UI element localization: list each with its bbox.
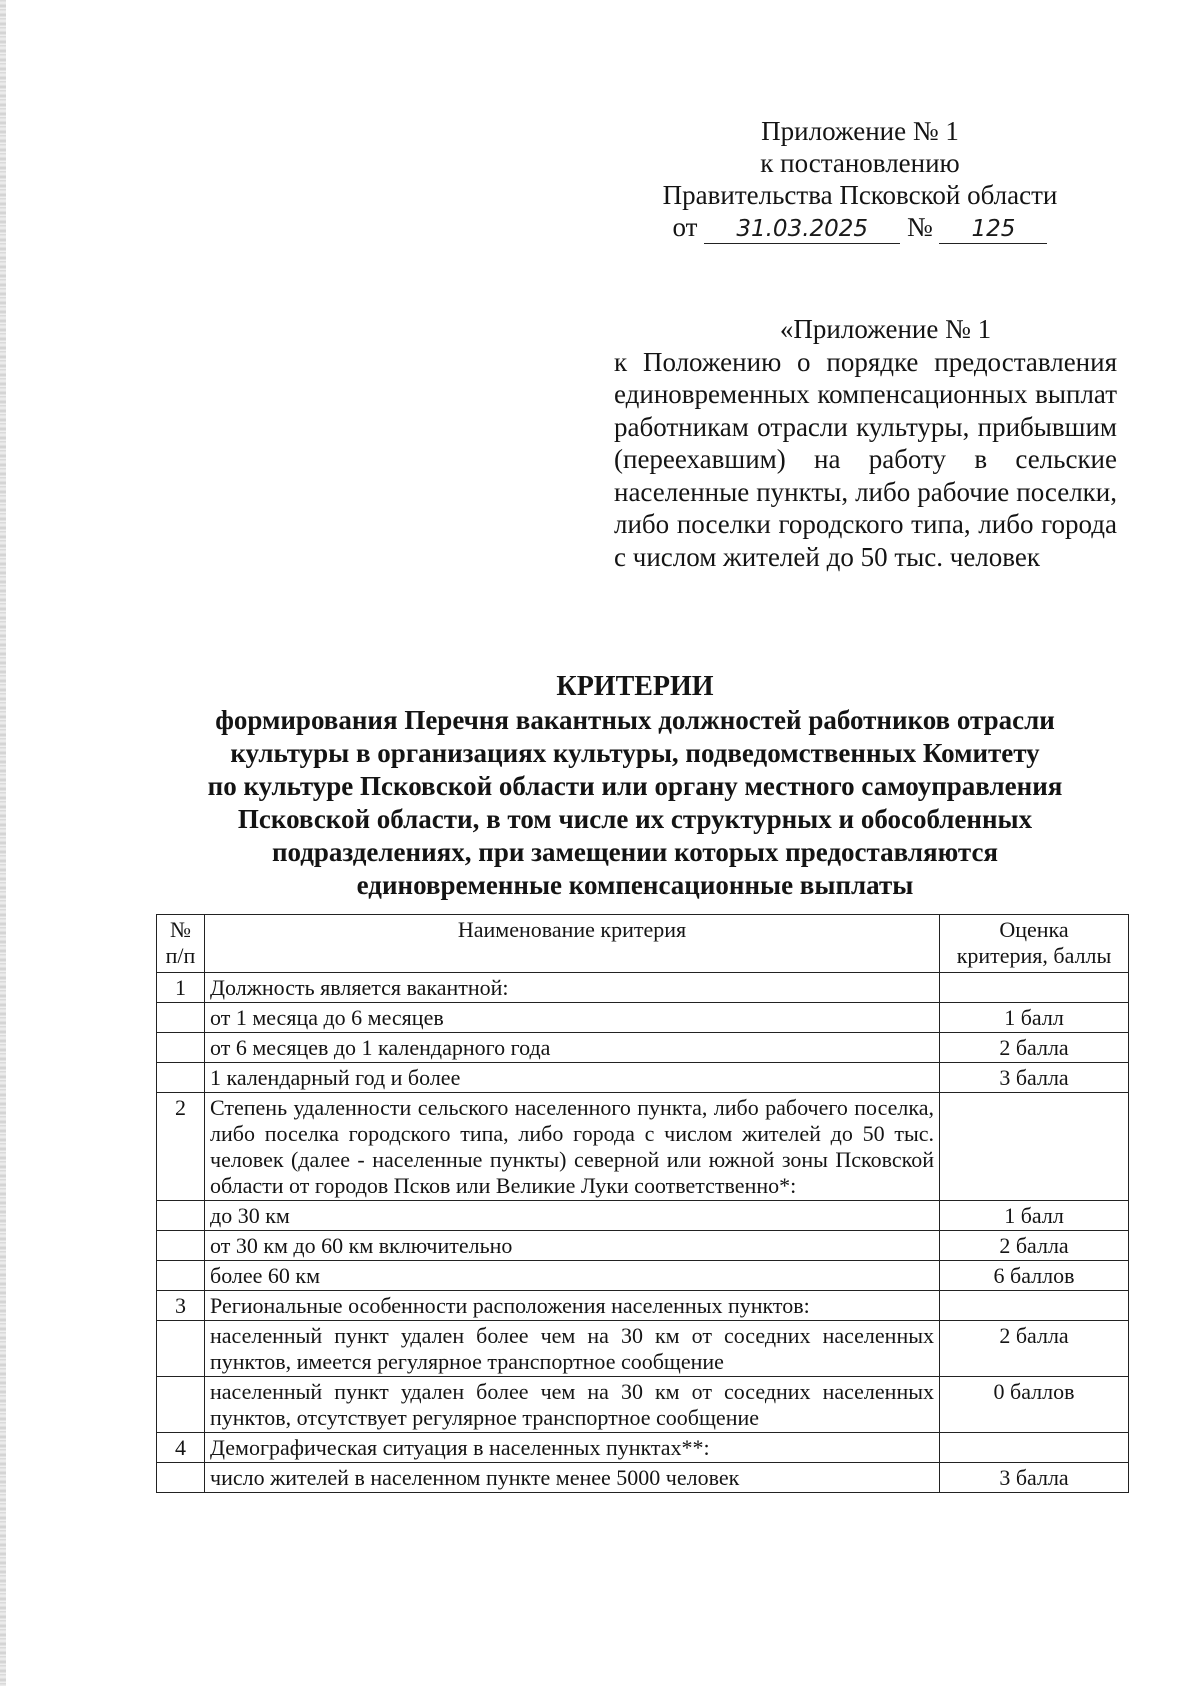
row-score bbox=[940, 1433, 1129, 1463]
row-number bbox=[157, 1377, 205, 1433]
row-number: 2 bbox=[157, 1093, 205, 1201]
table-header-row bbox=[157, 915, 1129, 973]
header-num bbox=[157, 915, 205, 973]
criteria-subtitle-line: формирования Перечня вакантных должностей работников отрасли bbox=[215, 705, 1055, 735]
table-row bbox=[157, 973, 1129, 1003]
criteria-subtitle-line: Псковской области, в том числе их структурных и обособленных bbox=[237, 804, 1033, 834]
row-number: 4 bbox=[157, 1433, 205, 1463]
header-name-text: Наименование критерия bbox=[457, 917, 687, 942]
header-to-resolution: к постановлению bbox=[760, 148, 960, 178]
row-criterion: более 60 км bbox=[205, 1261, 940, 1291]
row-criterion: Демографическая ситуация в населенных пунктах**: bbox=[205, 1433, 940, 1463]
header-score-line2: критерия, баллы bbox=[956, 943, 1112, 968]
row-number bbox=[157, 1463, 205, 1493]
criteria-table bbox=[156, 914, 1129, 1493]
row-criterion: Степень удаленности сельского населенного пункта, либо рабочего поселка, либо поселка городского типа, либо города с числом жителей до 50 тыс. человек (далее - населенные пункты) северной или южной зоны Псковской области от городов Псков или Великие Луки соответственно*: bbox=[205, 1093, 940, 1201]
row-number: 1 bbox=[157, 973, 205, 1003]
header-government: Правительства Псковской области bbox=[662, 180, 1058, 210]
header-num-line1: № bbox=[170, 917, 191, 942]
header-score-line1: Оценка bbox=[999, 917, 1069, 942]
header-date-line bbox=[640, 211, 1080, 244]
criteria-subtitle-line: культуры в организациях культуры, подведомственных Комитету bbox=[230, 738, 1040, 768]
scan-edge-artifact bbox=[0, 0, 6, 1686]
row-criterion: от 1 месяца до 6 месяцев bbox=[205, 1003, 940, 1033]
row-score: 2 балла bbox=[940, 1231, 1129, 1261]
row-score: 2 балла bbox=[940, 1033, 1129, 1063]
row-score bbox=[940, 1093, 1129, 1201]
criteria-subtitle-line: единовременные компенсационные выплаты bbox=[356, 870, 914, 900]
appendix-title: «Приложение № 1 bbox=[779, 314, 992, 344]
table-row bbox=[157, 1231, 1129, 1261]
row-score bbox=[940, 973, 1129, 1003]
handwritten-date: 31.03.2025 bbox=[704, 215, 900, 244]
row-score: 1 балл bbox=[940, 1201, 1129, 1231]
row-score: 1 балл bbox=[940, 1003, 1129, 1033]
table-row bbox=[157, 1377, 1129, 1433]
criteria-subtitle-line: подразделениях, при замещении которых предоставляются bbox=[271, 837, 999, 867]
table-row bbox=[157, 1463, 1129, 1493]
row-score: 3 балла bbox=[940, 1463, 1129, 1493]
number-prefix: № bbox=[906, 212, 933, 242]
row-score: 3 балла bbox=[940, 1063, 1129, 1093]
criteria-heading: КРИТЕРИИ bbox=[556, 671, 714, 702]
row-criterion: число жителей в населенном пункте менее 5000 человек bbox=[205, 1463, 940, 1493]
appendix-body: к Положению о порядке предоставления единовременных компенсационных выплат работникам отрасли культуры, прибывшим (переехавшим) на работу в сельские населенные пункты, либо рабочие поселки, либо поселки городского типа, либо города с числом жителей до 50 тыс. человек bbox=[614, 346, 1117, 572]
criteria-title-block bbox=[170, 670, 1100, 902]
row-number bbox=[157, 1231, 205, 1261]
table-row bbox=[157, 1033, 1129, 1063]
row-criterion: населенный пункт удален более чем на 30 км от соседних населенных пунктов, имеется регулярное транспортное сообщение bbox=[205, 1321, 940, 1377]
row-score bbox=[940, 1291, 1129, 1321]
row-number bbox=[157, 1321, 205, 1377]
table-row bbox=[157, 1201, 1129, 1231]
header-score bbox=[940, 915, 1129, 973]
header-num-line2: п/п bbox=[165, 943, 196, 968]
row-criterion: населенный пункт удален более чем на 30 км от соседних населенных пунктов, отсутствует регулярное транспортное сообщение bbox=[205, 1377, 940, 1433]
table-row bbox=[157, 1433, 1129, 1463]
table-row bbox=[157, 1261, 1129, 1291]
table-row bbox=[157, 1321, 1129, 1377]
row-criterion: от 6 месяцев до 1 календарного года bbox=[205, 1033, 940, 1063]
row-score: 2 балла bbox=[940, 1321, 1129, 1377]
table-row bbox=[157, 1063, 1129, 1093]
row-number bbox=[157, 1033, 205, 1063]
row-criterion: Региональные особенности расположения населенных пунктов: bbox=[205, 1291, 940, 1321]
appendix-reference bbox=[614, 313, 1117, 573]
row-criterion: 1 календарный год и более bbox=[205, 1063, 940, 1093]
row-number bbox=[157, 1201, 205, 1231]
header-name bbox=[205, 915, 940, 973]
row-criterion: Должность является вакантной: bbox=[205, 973, 940, 1003]
header-appendix-number: Приложение № 1 bbox=[761, 116, 959, 146]
row-number: 3 bbox=[157, 1291, 205, 1321]
handwritten-number: 125 bbox=[939, 215, 1047, 244]
date-prefix: от bbox=[672, 212, 698, 242]
table-row bbox=[157, 1003, 1129, 1033]
row-criterion: до 30 км bbox=[205, 1201, 940, 1231]
resolution-header bbox=[640, 115, 1080, 244]
criteria-subtitle-line: по культуре Псковской области или органу местного самоуправления bbox=[207, 771, 1063, 801]
table-row bbox=[157, 1291, 1129, 1321]
row-score: 0 баллов bbox=[940, 1377, 1129, 1433]
table-row bbox=[157, 1093, 1129, 1201]
row-number bbox=[157, 1003, 205, 1033]
row-number bbox=[157, 1063, 205, 1093]
row-score: 6 баллов bbox=[940, 1261, 1129, 1291]
row-number bbox=[157, 1261, 205, 1291]
row-criterion: от 30 км до 60 км включительно bbox=[205, 1231, 940, 1261]
